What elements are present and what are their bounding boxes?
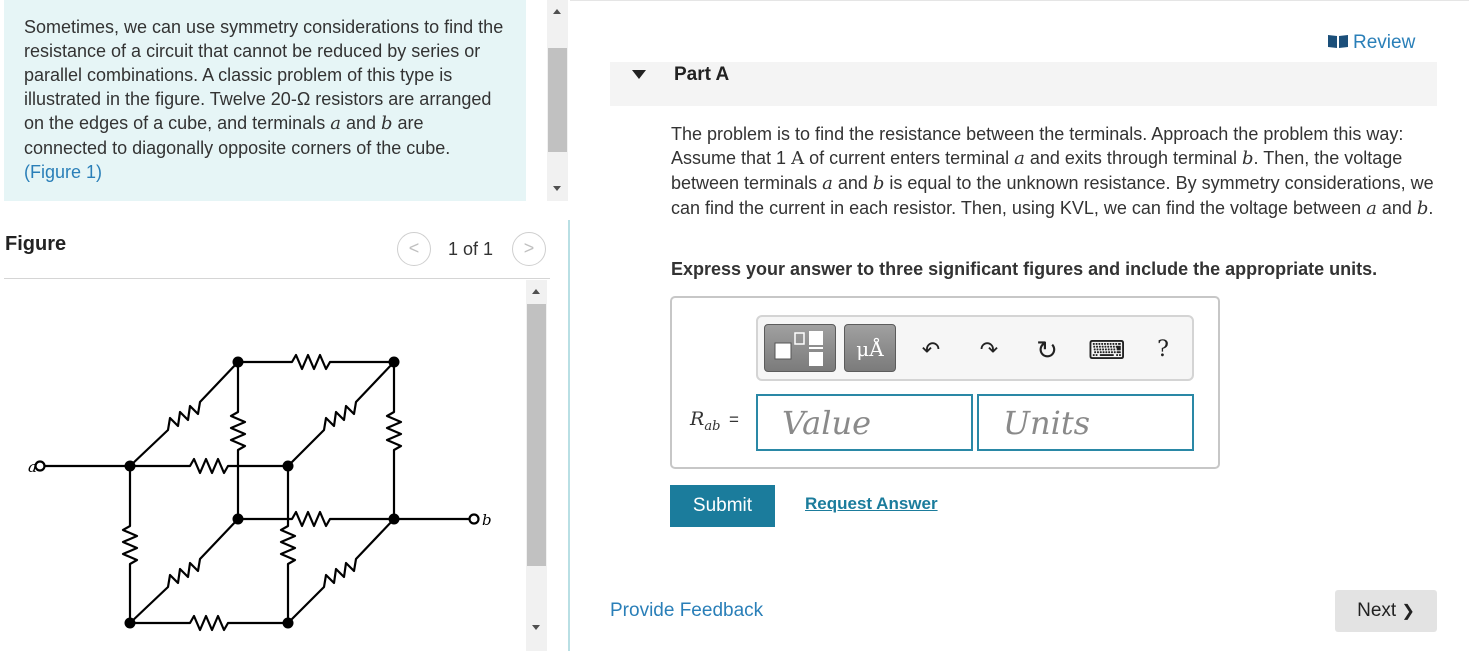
node [389,514,400,525]
node [283,618,294,629]
units-symbol: μÅ [856,337,884,361]
math-toolbar [756,315,1194,381]
node [233,357,244,368]
answer-instruction: Express your answer to three significant figures and include the appropriate units. [671,259,1378,279]
redo-icon[interactable]: ↷ [979,337,999,362]
terminal-b-node [470,515,479,524]
answer-label: $R_{ab}$ [690,408,721,434]
resistor-back-bottom [238,512,394,526]
resistor-depth-top-right [288,362,394,466]
node [389,357,400,368]
submit-button[interactable]: Submit [670,485,775,527]
next-figure-button[interactable] [512,232,546,266]
resistor-back-right [387,362,401,519]
figure-scrollbar[interactable] [526,280,547,651]
node [125,461,136,472]
provide-feedback-link[interactable]: Provide Feedback [610,600,764,621]
units-input[interactable] [977,394,1194,451]
unit-ampere: A [791,148,805,169]
part-header[interactable] [610,62,1437,106]
intro-scrollbar[interactable] [547,0,568,201]
resistor-depth-bottom-left [130,519,238,623]
top-border [570,0,1469,1]
reset-icon[interactable]: ↻ [1036,335,1058,365]
figure-pager-count: 1 of 1 [448,239,494,259]
scroll-thumb[interactable] [548,48,567,152]
scroll-up-icon[interactable] [532,289,540,294]
undo-icon[interactable]: ↶ [921,337,941,362]
resistor-back-top [238,355,394,369]
figure-divider [4,278,550,279]
resistor-depth-bottom-right [288,519,394,623]
prev-figure-button[interactable] [397,232,431,266]
review-link[interactable] [1327,32,1415,54]
part-title: Part A [674,64,730,85]
fraction-template-icon [765,325,835,371]
review-label: Review [1353,32,1416,53]
caret-down-icon[interactable] [632,70,646,79]
help-icon[interactable]: ? [1157,337,1169,362]
chevron-right-icon: > [523,238,535,258]
node [283,461,294,472]
cube-circuit-figure [20,290,500,645]
resistor-front-bottom [130,616,288,630]
request-answer-link[interactable]: Request Answer [805,494,938,513]
units-button[interactable] [844,324,896,372]
next-button[interactable] [1335,590,1437,632]
omega-symbol: Ω [296,89,311,109]
answer-box [670,296,1220,469]
node [125,618,136,629]
var-a: a [330,113,341,134]
panel-divider [568,220,570,651]
node [233,514,244,525]
var-b: b [380,113,393,134]
chevron-right-icon: ❯ [1401,603,1415,620]
resistor-front-top [130,459,288,473]
scroll-down-icon[interactable] [553,186,561,191]
terminal-b-label: b [482,511,492,529]
resistor-front-right [281,466,295,623]
chevron-left-icon: < [408,238,420,258]
keyboard-icon[interactable]: ⌨ [1088,335,1126,365]
intro-text: Sometimes, we can use symmetry considerations to find the resistance of a circuit that cannot be reduced by series or parallel combinations. A classic problem of this type is illustrated in the figure. Twelve 20-Ω resistors are arranged on the edges of a cube, and terminals a and b are connected to diagonally opposite corners of the cube. (Figure 1) [24,17,504,182]
template-button[interactable] [764,324,836,372]
figure-link[interactable]: (Figure 1) [24,162,103,182]
value-input[interactable] [756,394,973,451]
resistor-back-left [231,362,245,519]
terminal-a-label: a [28,458,37,476]
resistor-depth-top-left [130,362,238,466]
scroll-down-icon[interactable] [532,625,540,630]
resistor-front-left [123,466,137,623]
intro-panel [4,0,526,201]
next-label: Next [1357,600,1397,621]
book-icon [1327,33,1349,49]
scroll-up-icon[interactable] [553,9,561,14]
equals-sign: = [729,410,739,429]
problem-statement: The problem is to find the resistance between the terminals. Approach the problem this way: Assume that 1 A of current enters terminal a and exits through terminal b. Then, the voltage between terminals a and b is equal to the unknown resistance. By symmetry considerations, we can find the current in each resistor. Then, using KVL, we can find the voltage between a and b. [671,124,1434,219]
figure-title: Figure [5,233,67,255]
scroll-thumb[interactable] [527,304,546,566]
